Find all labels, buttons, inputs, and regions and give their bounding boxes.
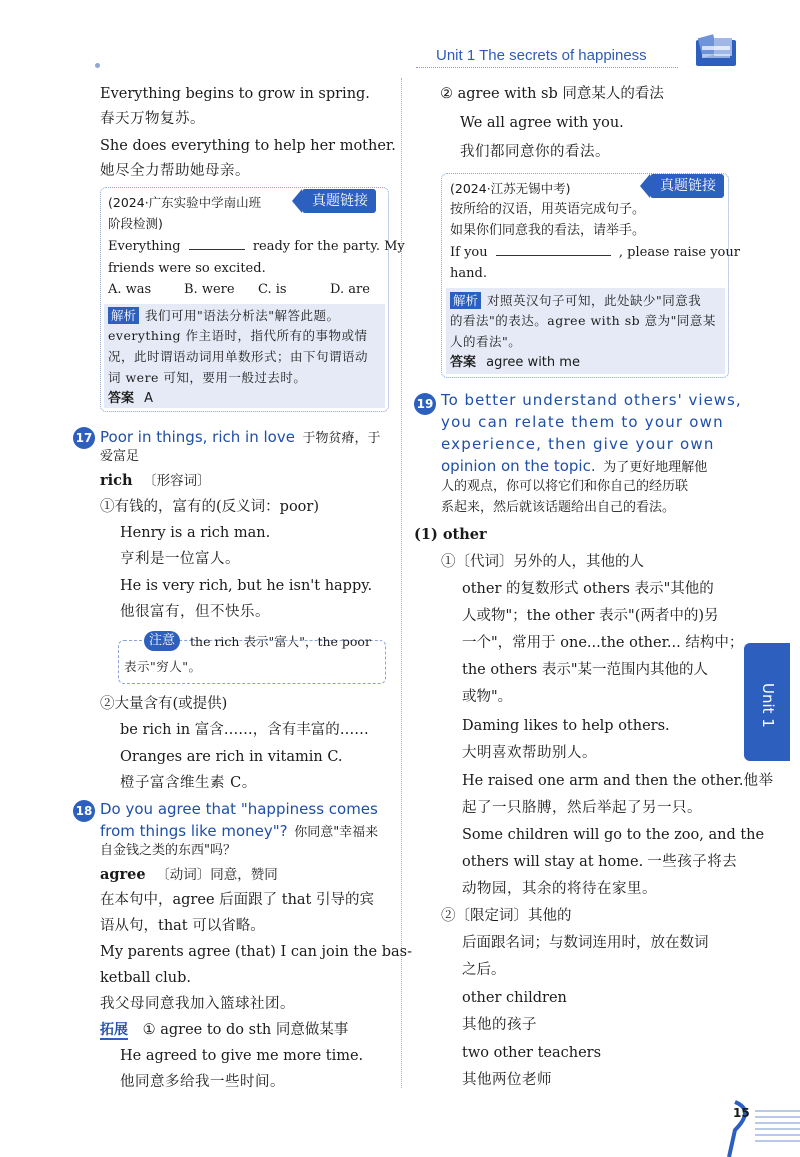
exam2-blank[interactable]: [496, 255, 611, 256]
exam1-option-d: D. are: [330, 282, 370, 297]
s19-trans-1: 为了更好地理解他: [603, 460, 708, 475]
s18-line-1: 在本句中，agree 后面跟了 that 引导的宾: [100, 892, 374, 908]
s19-body-3: 一个"，常用于 one...the other... 结构中；: [462, 635, 744, 651]
s19-ex-2a: He raised one arm and then the other.: [462, 773, 744, 789]
exam1-q1b: ready for the party. My: [252, 239, 405, 254]
exam1-analysis-4: 词 were 可知，要用一般过去时。: [108, 370, 307, 385]
s19-title-2: you can relate them to your own: [441, 413, 724, 431]
s19-title-4: opinion on the topic.: [441, 457, 596, 475]
s17-ex-3-cn: 橙子富含维生素 C。: [120, 775, 257, 791]
exam2-line-2: 如果你们同意我的看法，请举手。: [450, 223, 646, 238]
s19-ex-4-cn: 其他的孩子: [462, 1017, 537, 1033]
s18-trans-1: 你同意"幸福来: [294, 825, 379, 840]
s19-body-5: 或物"。: [462, 689, 513, 705]
exam1-answer: A: [144, 391, 154, 406]
exam1-question-1: [108, 239, 405, 255]
exam2-analysis-1: 对照英汉句子可知，此处缺少"同意我: [487, 293, 702, 308]
exam2-analysis-2: 的看法"的表达。agree with sb 意为"同意某: [450, 313, 716, 328]
exam1-analysis-label: 解析: [108, 307, 139, 324]
section-19-number: 19: [414, 393, 436, 415]
exam2-question-1: [450, 245, 740, 261]
exam2-analysis-label: 解析: [450, 292, 481, 309]
exam1-blank[interactable]: [189, 249, 245, 250]
s19-body-1: other 的复数形式 others 表示"其他的: [462, 581, 714, 597]
extension-2-cn: 我们都同意你的看法。: [460, 144, 610, 160]
section-17-number: 17: [73, 427, 95, 449]
s19-ex-2b: 他举: [743, 773, 774, 789]
exam2-source: (2024·江苏无锡中考): [450, 181, 571, 196]
exam1-analysis-1: 我们可用"语法分析法"解答此题。: [145, 308, 340, 323]
s18-line-4: ketball club.: [100, 970, 191, 986]
exam-link-tag-1: 真题链接: [302, 189, 376, 213]
intro-cn-1: 春天万物复苏。: [100, 111, 205, 127]
s17-def-2: ②大量含有(或提供): [100, 696, 228, 712]
s19-trans-3: 系起来，然后就该话题给出自己的看法。: [441, 500, 676, 515]
extension-label: 拓展: [100, 1022, 128, 1038]
exam2-line-1: 按所给的汉语，用英语完成句子。: [450, 202, 646, 217]
header-title: Unit 1 The secrets of happiness: [436, 47, 647, 64]
unit-side-tab: [744, 643, 790, 761]
s17-pos: 〔形容词〕: [143, 473, 211, 489]
s19-ex-3a: Some children will go to the zoo, and the: [462, 827, 765, 843]
s19-ex-1: Daming likes to help others.: [462, 718, 670, 734]
s18-pos: 〔动词〕同意，赞同: [156, 867, 278, 883]
s18-title-2: from things like money"?: [100, 822, 288, 840]
s19-ex-1-cn: 大明喜欢帮助别人。: [462, 745, 597, 761]
extension-2-ex: We all agree with you.: [460, 115, 624, 131]
note-line-1: the rich 表示"富人"，the poor: [190, 634, 371, 649]
intro-en-1: Everything begins to grow in spring.: [100, 86, 370, 102]
s18-trans-2: 自金钱之类的东西"吗？: [100, 843, 236, 858]
s17-ex-3: Oranges are rich in vitamin C.: [120, 749, 343, 765]
note-line-2: 表示"穷人"。: [124, 659, 202, 674]
column-divider: [401, 78, 402, 1088]
exam1-answer-label: 答案: [108, 391, 135, 406]
exam1-analysis-3: 况，此时谓语动词用单数形式；由下句谓语动: [108, 349, 369, 364]
s19-body-2: 人或物"；the other 表示"(两者中的)另: [462, 608, 719, 624]
s19-trans-2: 人的观点，你可以将它们和你自己的经历联: [441, 479, 689, 494]
exam1-question-2: friends were so excited.: [108, 261, 266, 276]
s19-title-1: To better understand others' views,: [441, 391, 742, 409]
exam1-option-b: B. were: [184, 282, 235, 297]
note-tag: 注意: [144, 631, 180, 651]
s19-title-3: experience, then give your own: [441, 435, 715, 453]
exam2-q1a: If you: [450, 245, 488, 260]
s17-ex-1-cn: 亨利是一位富人。: [120, 551, 240, 567]
extension-2: ② agree with sb 同意某人的看法: [440, 86, 664, 102]
exam1-option-a: A. was: [108, 282, 152, 297]
extension-1-ex: He agreed to give me more time.: [120, 1048, 364, 1064]
extension-1: ① agree to do sth 同意做某事: [142, 1022, 349, 1038]
s19-sub: (1) other: [414, 526, 487, 543]
s17-word: rich: [100, 472, 133, 489]
s17-phrase: be rich in 富含……，含有丰富的……: [120, 722, 369, 738]
s19-ex-5-cn: 其他两位老师: [462, 1072, 552, 1088]
section-18-number: 18: [73, 800, 95, 822]
s18-title-1: Do you agree that "happiness comes: [100, 800, 378, 818]
s17-trans-2: 爱富足: [100, 449, 140, 464]
books-decoration-icon: [690, 32, 750, 72]
s19-ex-2c: 起了一只胳膊，然后举起了另一只。: [462, 800, 702, 816]
page-number: 15: [733, 1106, 750, 1120]
s17-def-1: ①有钱的，富有的(反义词：poor): [100, 499, 319, 515]
s18-line-2: 语从句，that 可以省略。: [100, 918, 265, 934]
s19-ex-3c: 一些孩子将去: [647, 854, 738, 870]
exam-link-tag-2: 真题链接: [650, 174, 724, 198]
exam1-analysis-2: everything 作主语时，指代所有的事物或情: [108, 328, 368, 343]
s19-def-1: ①〔代词〕另外的人，其他的人: [441, 554, 644, 570]
s17-ex-2: He is very rich, but he isn't happy.: [120, 578, 373, 594]
s17-ex-2-cn: 他很富有，但不快乐。: [120, 604, 270, 620]
s18-word: agree: [100, 866, 146, 883]
s19-def-2a: 后面跟名词；与数词连用时，放在数词: [462, 935, 709, 951]
header-rule: [416, 67, 678, 68]
extension-1-cn: 他同意多给我一些时间。: [120, 1074, 285, 1090]
decor-dot: [95, 63, 100, 68]
s18-line-5: 我父母同意我加入篮球社团。: [100, 996, 295, 1012]
s17-trans-1: 于物贫瘠，于: [302, 431, 381, 446]
exam2-answer: agree with me: [486, 355, 580, 370]
s19-ex-3d: 动物园，其余的将待在家里。: [462, 881, 657, 897]
exam2-question-2: hand.: [450, 266, 487, 281]
exam2-q1b: , please raise your: [618, 245, 740, 260]
exam1-option-c: C. is: [258, 282, 287, 297]
intro-cn-2: 她尽全力帮助她母亲。: [100, 163, 250, 179]
unit-side-tab-label: Unit 1: [759, 683, 777, 728]
exam2-analysis-3: 人的看法"。: [450, 334, 522, 349]
intro-en-2: She does everything to help her mother.: [100, 138, 396, 154]
s19-def-2: ②〔限定词〕其他的: [441, 908, 572, 924]
s19-body-4: the others 表示"某一范围内其他的人: [462, 662, 708, 678]
s19-ex-5: two other teachers: [462, 1045, 602, 1061]
s19-ex-3b: others will stay at home.: [462, 854, 644, 870]
s17-ex-1: Henry is a rich man.: [120, 525, 271, 541]
s19-def-2b: 之后。: [462, 962, 506, 978]
s17-title: Poor in things, rich in love: [100, 428, 295, 446]
s19-ex-4: other children: [462, 990, 567, 1006]
exam1-source: (2024·广东实验中学南山班: [108, 195, 262, 210]
s18-line-3: My parents agree (that) I can join the bas-: [100, 944, 412, 960]
exam1-q1a: Everything: [108, 239, 181, 254]
exam2-answer-label: 答案: [450, 355, 477, 370]
exam1-source-2: 阶段检测): [108, 216, 163, 231]
